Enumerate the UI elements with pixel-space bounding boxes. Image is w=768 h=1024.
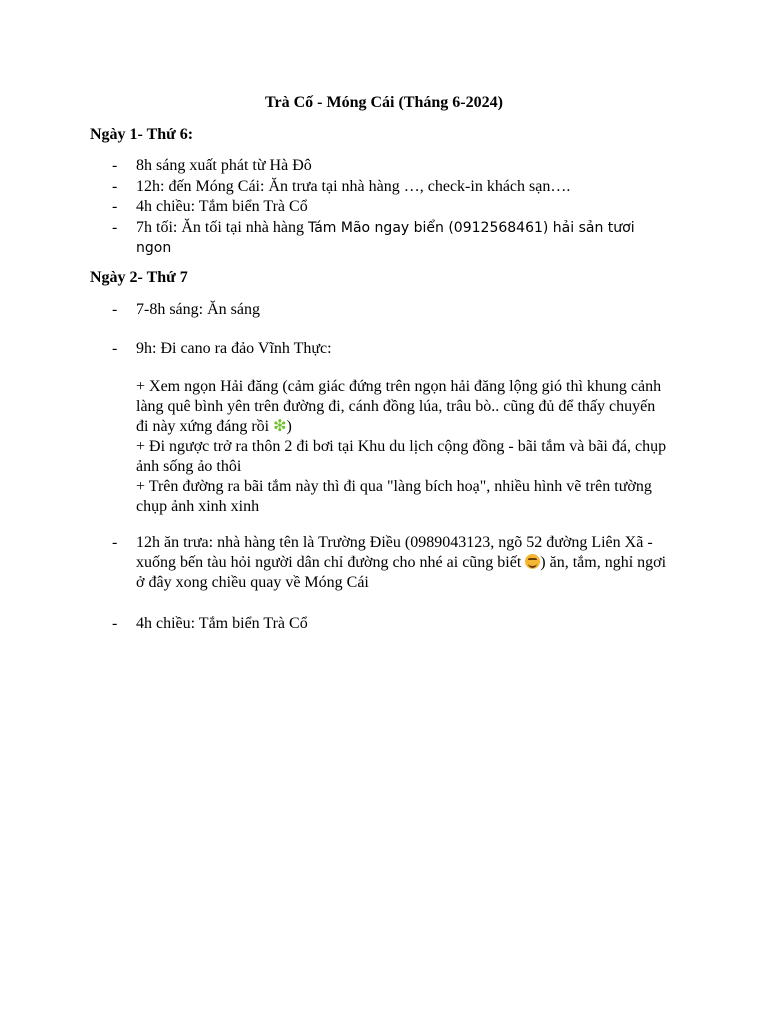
list-item-text: 4h chiều: Tắm biển Trà Cổ [136, 198, 308, 215]
item-text-sans: Tám Mão ngay biển (0912568461) hải sản tươi [307, 220, 635, 236]
list-item-text: 8h sáng xuất phát từ Hà Đô [136, 157, 312, 174]
paragraph-line: + Xem ngọn Hải đăng (cảm giác đứng trên ngọn hải đăng lộng gió thì khung cảnh [136, 378, 662, 395]
paragraph-lighthouse [136, 377, 686, 517]
item-text-sans-continued: ngon [136, 240, 172, 256]
list-dash: - [112, 219, 118, 236]
list-item-text [136, 218, 687, 258]
list-dash: - [112, 340, 118, 357]
list-dash: - [112, 198, 118, 215]
paragraph-line-end: ) [286, 418, 292, 435]
list-item-text: 9h: Đi cano ra đảo Vĩnh Thực: [136, 340, 332, 357]
list-item-text [136, 533, 687, 593]
paragraph-line: đi này xứng đáng rồi [136, 418, 274, 435]
day1-heading: Ngày 1- Thứ 6: [90, 126, 194, 143]
day2-heading: Ngày 2- Thứ 7 [90, 269, 188, 286]
paragraph-line: làng quê bình yên trên đường đi, cánh đồng lúa, trâu bò.. cũng đủ để thấy chuyến [136, 398, 656, 415]
item-text-serif: 7h tối: Ăn tối tại nhà hàng [136, 219, 308, 236]
paragraph-line: + Trên đường ra bãi tắm này thì đi qua "làng bích hoạ", nhiều hình vẽ trên tường [136, 478, 652, 495]
sparkle-icon: ❇ [273, 418, 287, 435]
list-dash: - [112, 615, 118, 632]
list-dash: - [112, 157, 118, 174]
paragraph-line: chụp ảnh xinh xinh [136, 498, 260, 515]
list-dash: - [112, 534, 118, 551]
list-item-text: 7-8h sáng: Ăn sáng [136, 301, 260, 318]
list-item-text: 12h: đến Móng Cái: Ăn trưa tại nhà hàng …, check-in khách sạn…. [136, 178, 571, 195]
document-title: Trà Cố - Móng Cái (Tháng 6-2024) [265, 94, 503, 111]
smile-icon [525, 554, 540, 569]
item-line-end: ) ăn, tắm, nghỉ ngơi [540, 554, 667, 571]
paragraph-line: ảnh sống ảo thôi [136, 458, 242, 475]
item-line: xuống bến tàu hỏi người dân chỉ đường cho nhé ai cũng biết [136, 554, 526, 571]
list-item-text: 4h chiều: Tắm biển Trà Cổ [136, 615, 308, 632]
paragraph-line: + Đi ngược trở ra thôn 2 đi bơi tại Khu du lịch cộng đồng - bãi tắm và bãi đá, chụp [136, 438, 667, 455]
item-line: ở đây xong chiều quay về Móng Cái [136, 574, 369, 591]
list-dash: - [112, 178, 118, 195]
item-line: 12h ăn trưa: nhà hàng tên là Trường Điều (0989043123, ngõ 52 đường Liên Xã - [136, 534, 653, 551]
list-dash: - [112, 301, 118, 318]
